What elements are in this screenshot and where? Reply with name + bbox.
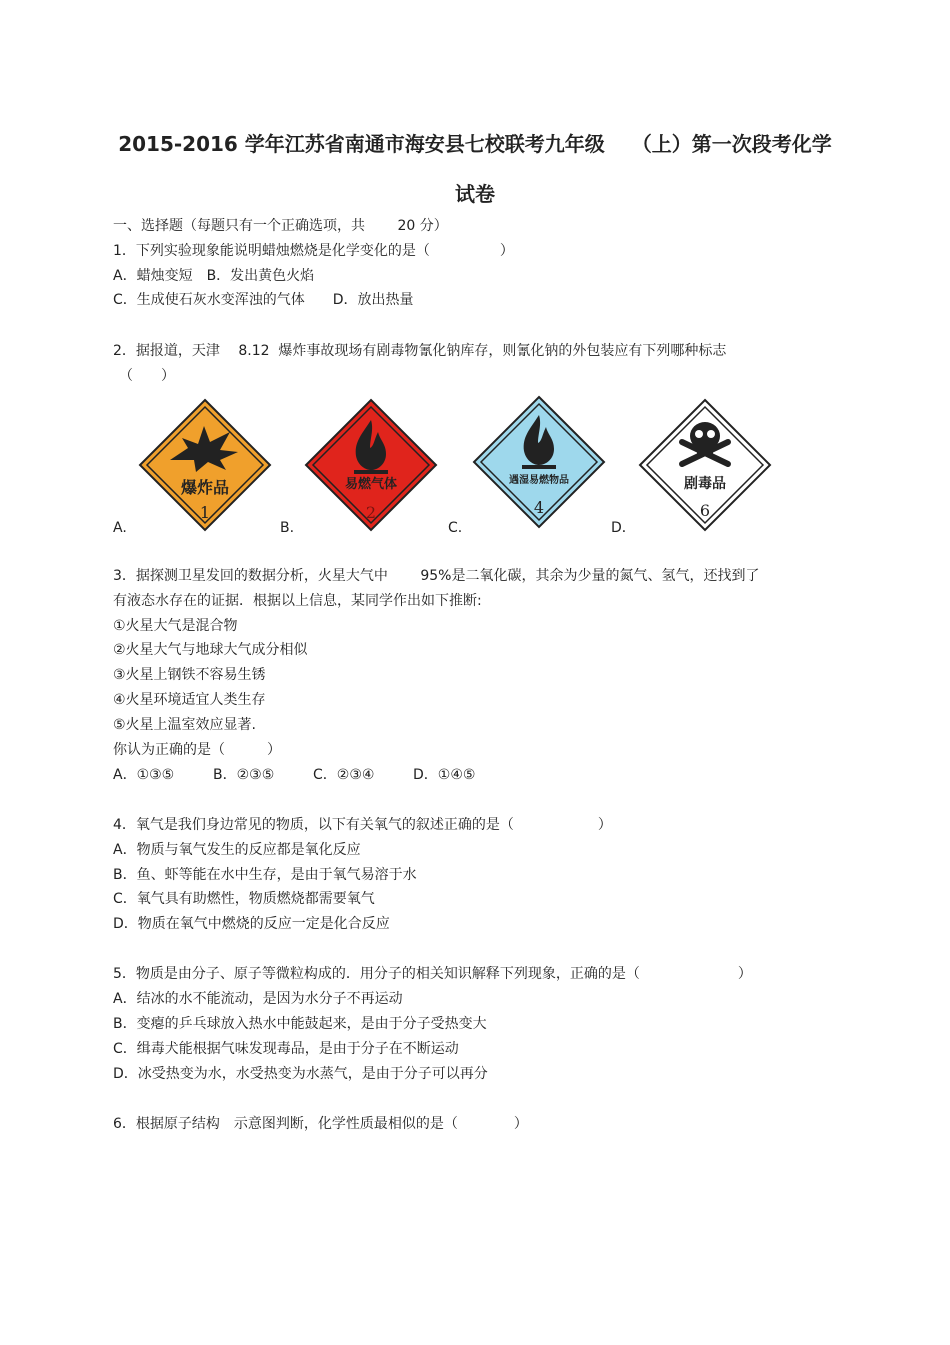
hazard-sign-flammable-gas [304,398,438,532]
q3-stem-line1: 3．据探测卫星发回的数据分析，火星大气中 95%是二氧化碳，其余为少量的氮气、氢气，还找到了 [113,568,760,584]
q3-inference-2: ②火星大气与地球大气成分相似 [113,642,308,658]
q2-stem: 2．据报道，天津 8.12 爆炸事故现场有剧毒物氰化钠库存，则氰化钠的外包装应有下列哪种标志 [113,343,727,359]
q4-option-a: A．物质与氧气发生的反应都是氧化反应 [113,842,361,858]
q3-inference-1: ①火星大气是混合物 [113,618,238,634]
q2-option-a-label: A. [113,520,127,536]
q3-option-d: D．①④⑤ [413,767,476,783]
q3-option-a: A．①③⑤ [113,767,175,783]
q6-stem: 6．根据原子结构 示意图判断，化学性质最相似的是（ ） [113,1116,528,1132]
sign-b-number: 2 [365,503,377,522]
sign-d-text: 剧毒品 [684,476,726,492]
hazard-sign-toxic [638,398,772,532]
q2-answer-paren: （ ） [119,368,175,384]
q4-option-c: C．氧气具有助燃性，物质燃烧都需要氧气 [113,891,375,907]
q3-inference-4: ④火星环境适宜人类生存 [113,692,266,708]
q2-option-c-label: C. [448,520,463,536]
q3-ask: 你认为正确的是（ ） [113,742,281,758]
sign-a-number: 1 [199,503,211,522]
hazard-sign-dangerous-when-wet [472,395,606,529]
section-heading: 一、选择题（每题只有一个正确选项，共 20 分） [113,218,448,234]
document-title-line2: 试卷 [455,182,495,206]
q1-options-cd: C．生成使石灰水变浑浊的气体 D．放出热量 [113,292,414,308]
q5-option-d: D．冰受热变为水，水受热变为水蒸气，是由于分子可以再分 [113,1066,488,1082]
q5-option-b: B．变瘪的乒乓球放入热水中能鼓起来，是由于分子受热变大 [113,1016,487,1032]
sign-a-text: 爆炸品 [180,478,230,497]
q3-option-b: B．②③⑤ [213,767,275,783]
q5-option-c: C．缉毒犬能根据气味发现毒品，是由于分子在不断运动 [113,1041,459,1057]
sign-b-text: 易燃气体 [344,477,398,492]
q2-option-d-label: D． [611,520,636,536]
q3-inference-3: ③火星上钢铁不容易生锈 [113,667,266,683]
sign-c-text: 遇湿易燃物品 [509,475,569,486]
q4-option-d: D．物质在氧气中燃烧的反应一定是化合反应 [113,916,390,932]
q4-option-b: B．鱼、虾等能在水中生存，是由于氧气易溶于水 [113,867,417,883]
q3-stem-line2: 有液态水存在的证据．根据以上信息，某同学作出如下推断: [113,593,482,609]
q3-inference-5: ⑤火星上温室效应显著. [113,717,257,733]
q5-option-a: A．结冰的水不能流动，是因为水分子不再运动 [113,991,403,1007]
document-title-line1: 2015-2016 学年江苏省南通市海安县七校联考九年级 （上）第一次段考化学 [118,132,832,156]
sign-c-number: 4 [533,498,545,517]
sign-d-number: 6 [699,501,711,520]
q5-stem: 5．物质是由分子、原子等微粒构成的．用分子的相关知识解释下列现象，正确的是（ ） [113,966,752,982]
q4-stem: 4．氧气是我们身边常见的物质，以下有关氧气的叙述正确的是（ ） [113,817,612,833]
hazard-sign-explosive [138,398,272,532]
q1-options-ab: A．蜡烛变短 B．发出黄色火焰 [113,268,315,284]
q2-option-b-label: B. [280,520,295,536]
q1-stem: 1．下列实验现象能说明蜡烛燃烧是化学变化的是（ ） [113,243,514,259]
q3-option-c: C．②③④ [313,767,375,783]
